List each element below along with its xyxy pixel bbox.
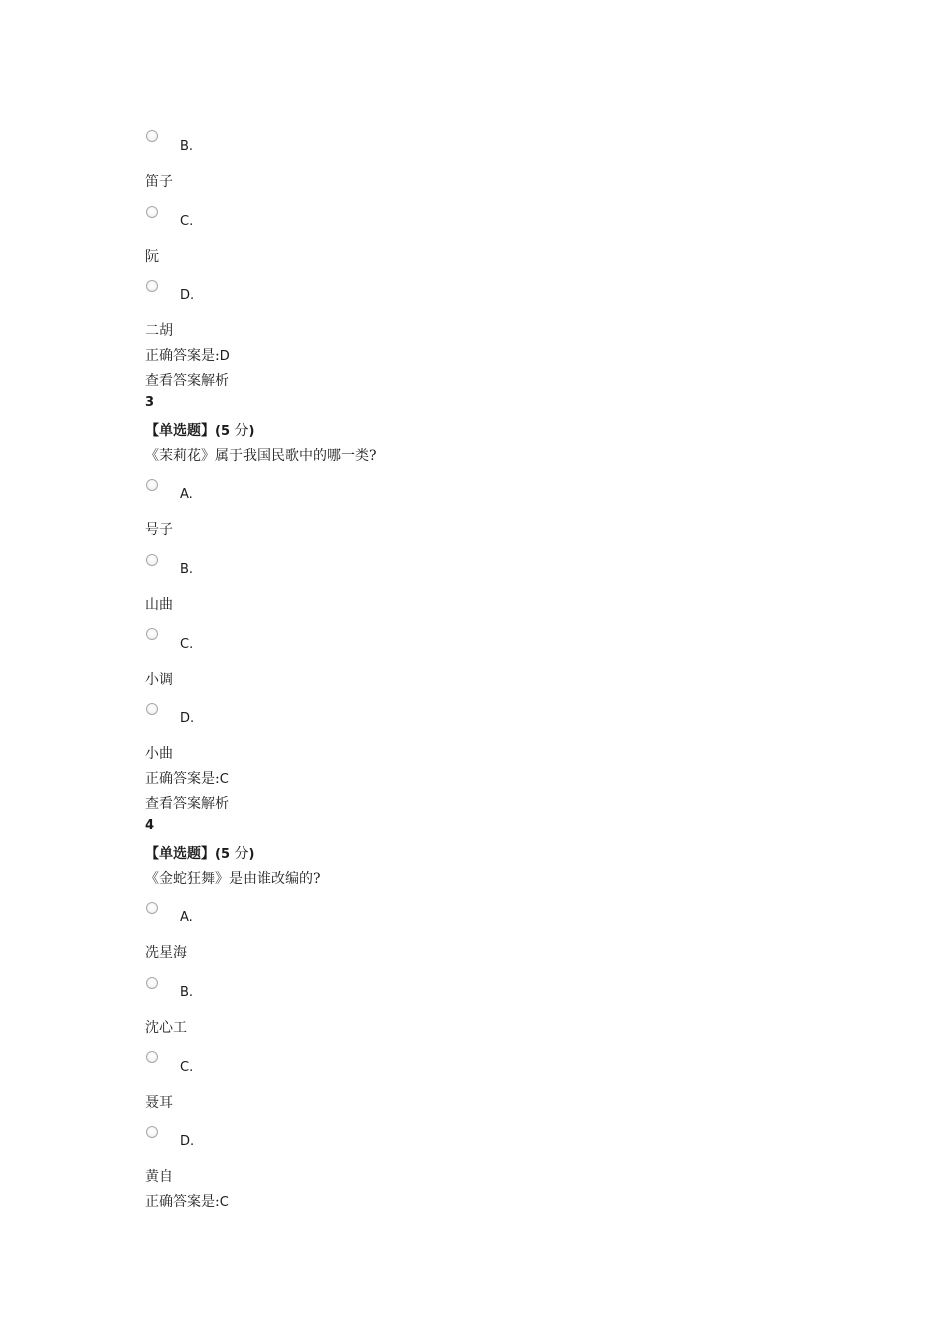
question-number: 3 [145, 395, 155, 410]
question-number: 4 [145, 818, 155, 833]
score-unit: 分 [230, 846, 249, 862]
option-letter: C. [180, 214, 194, 229]
correct-answer [145, 345, 230, 365]
correct-answer-value: C [219, 772, 229, 787]
radio-option-c[interactable] [146, 206, 158, 218]
option-letter: B. [180, 985, 194, 1000]
option-text: 笛子 [145, 174, 173, 190]
radio-option-c[interactable] [146, 628, 158, 640]
score-value: 5 [220, 424, 230, 439]
correct-answer [145, 768, 229, 788]
option-letter: D. [180, 288, 195, 303]
option-text: 冼星海 [145, 945, 187, 961]
option-text: 小曲 [145, 746, 173, 762]
radio-option-d[interactable] [146, 1126, 158, 1138]
radio-option-d[interactable] [146, 280, 158, 292]
radio-option-c[interactable] [146, 1051, 158, 1063]
option-letter: A. [180, 487, 193, 502]
radio-option-d[interactable] [146, 703, 158, 715]
question-type [145, 420, 254, 440]
view-analysis-link[interactable]: 查看答案解析 [145, 796, 229, 812]
question-type [145, 843, 254, 863]
option-letter: D. [180, 1134, 195, 1149]
view-analysis-link[interactable]: 查看答案解析 [145, 373, 229, 389]
score-close: ) [248, 424, 255, 439]
option-letter: B. [180, 562, 194, 577]
score-value: 5 [220, 847, 230, 862]
option-text: 号子 [145, 522, 173, 538]
radio-option-a[interactable] [146, 479, 158, 491]
option-text: 小调 [145, 672, 173, 688]
option-text: 黄自 [145, 1169, 173, 1185]
score-open: ( [215, 847, 221, 862]
score-close: ) [248, 847, 255, 862]
correct-answer [145, 1191, 229, 1211]
score-open: ( [215, 424, 221, 439]
radio-option-a[interactable] [146, 902, 158, 914]
option-letter: B. [180, 139, 194, 154]
correct-answer-label: 正确答案是: [145, 1194, 220, 1210]
option-text: 沈心工 [145, 1020, 187, 1036]
score-unit: 分 [230, 423, 249, 439]
radio-option-b[interactable] [146, 977, 158, 989]
option-letter: A. [180, 910, 193, 925]
option-text: 山曲 [145, 597, 173, 613]
option-letter: D. [180, 711, 195, 726]
question-text: 《茉莉花》属于我国民歌中的哪一类? [145, 448, 377, 464]
correct-answer-value: C [219, 1195, 229, 1210]
option-letter: C. [180, 637, 194, 652]
option-text: 聂耳 [145, 1095, 173, 1111]
correct-answer-label: 正确答案是: [145, 348, 220, 364]
correct-answer-value: D [219, 349, 230, 364]
option-letter: C. [180, 1060, 194, 1075]
correct-answer-label: 正确答案是: [145, 771, 220, 787]
radio-option-b[interactable] [146, 130, 158, 142]
radio-option-b[interactable] [146, 554, 158, 566]
question-type-label: 【单选题】 [145, 423, 215, 439]
option-text: 二胡 [145, 323, 173, 339]
question-type-label: 【单选题】 [145, 846, 215, 862]
question-text: 《金蛇狂舞》是由谁改编的? [145, 871, 321, 887]
option-text: 阮 [145, 249, 159, 265]
